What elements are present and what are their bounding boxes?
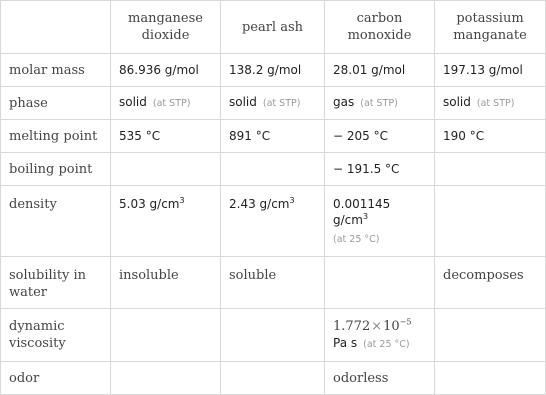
column-header-pearl-ash: pearl ash xyxy=(221,1,325,54)
viscosity-base: 10 xyxy=(383,318,400,334)
corner-cell xyxy=(1,1,111,54)
table-cell xyxy=(325,309,435,362)
phase-value: gas xyxy=(333,95,355,109)
unit-exponent: 3 xyxy=(362,212,369,221)
row-label: melting point xyxy=(1,120,111,153)
row-label: molar mass xyxy=(1,54,111,87)
condition-note: (at STP) xyxy=(262,98,301,109)
row-odor xyxy=(1,362,546,395)
phase-value: solid xyxy=(119,95,147,109)
table-cell: − 205 °C xyxy=(325,120,435,153)
table-cell xyxy=(435,87,546,120)
density-value: 5.03 g/cm xyxy=(119,197,180,211)
table-cell: 891 °C xyxy=(221,120,325,153)
table-cell: decomposes xyxy=(435,257,546,309)
table-cell: 190 °C xyxy=(435,120,546,153)
row-phase xyxy=(1,87,546,120)
row-solubility xyxy=(1,257,546,309)
table-cell: 86.936 g/mol xyxy=(111,54,221,87)
table-cell: odorless xyxy=(325,362,435,395)
row-label xyxy=(1,257,111,309)
density-unit: g/cm xyxy=(333,213,363,227)
table-cell xyxy=(111,186,221,257)
table-cell xyxy=(221,362,325,395)
density-value: 2.43 g/cm xyxy=(229,197,290,211)
column-header-manganese-dioxide: manganese dioxide xyxy=(111,1,221,54)
table-cell: − 191.5 °C xyxy=(325,153,435,186)
condition-note: (at 25 °C) xyxy=(333,234,380,245)
row-label xyxy=(1,309,111,362)
table-cell xyxy=(111,362,221,395)
condition-note: (at STP) xyxy=(476,98,515,109)
row-label-line: viscosity xyxy=(9,336,66,351)
table-cell xyxy=(435,186,546,257)
unit-exponent: 3 xyxy=(289,196,295,205)
row-dynamic-viscosity xyxy=(1,309,546,362)
table-cell xyxy=(325,257,435,309)
condition-note: (at 25 °C) xyxy=(363,338,410,350)
row-boiling-point xyxy=(1,153,546,186)
row-label: boiling point xyxy=(1,153,111,186)
table-cell xyxy=(325,87,435,120)
table-cell xyxy=(435,309,546,362)
condition-note: (at STP) xyxy=(360,98,398,109)
row-label-line: dynamic xyxy=(9,319,65,334)
table-cell: 138.2 g/mol xyxy=(221,54,325,87)
table-cell: insoluble xyxy=(111,257,221,309)
table-cell xyxy=(111,87,221,120)
table-cell xyxy=(221,87,325,120)
row-label: phase xyxy=(1,87,111,120)
row-molar-mass xyxy=(1,54,546,87)
table-cell xyxy=(221,153,325,186)
phase-value: solid xyxy=(443,95,471,109)
viscosity-unit: Pa s xyxy=(333,335,358,350)
table-cell xyxy=(435,362,546,395)
row-density xyxy=(1,186,546,257)
condition-note: (at STP) xyxy=(152,98,191,109)
table-cell xyxy=(221,186,325,257)
phase-value: solid xyxy=(229,95,257,109)
table-cell: 28.01 g/mol xyxy=(325,54,435,87)
times-symbol: × xyxy=(371,318,383,334)
table-cell: 535 °C xyxy=(111,120,221,153)
row-label-line: solubility in xyxy=(9,268,87,283)
table-cell: soluble xyxy=(221,257,325,309)
row-melting-point xyxy=(1,120,546,153)
header-row xyxy=(1,1,546,54)
row-label: density xyxy=(1,186,111,257)
viscosity-mantissa: 1.772 xyxy=(333,318,371,334)
table-cell xyxy=(111,153,221,186)
viscosity-exponent: −5 xyxy=(399,317,412,327)
density-value: 0.001145 xyxy=(333,197,391,211)
table-cell xyxy=(111,309,221,362)
table-cell: 197.13 g/mol xyxy=(435,54,546,87)
row-label: odor xyxy=(1,362,111,395)
table-cell xyxy=(435,153,546,186)
column-header-potassium-manganate: potassium manganate xyxy=(435,1,546,54)
unit-exponent: 3 xyxy=(179,196,185,205)
table-cell xyxy=(325,186,435,257)
table-cell xyxy=(221,309,325,362)
column-header-carbon-monoxide: carbon monoxide xyxy=(325,1,435,54)
row-label-line: water xyxy=(9,285,48,300)
